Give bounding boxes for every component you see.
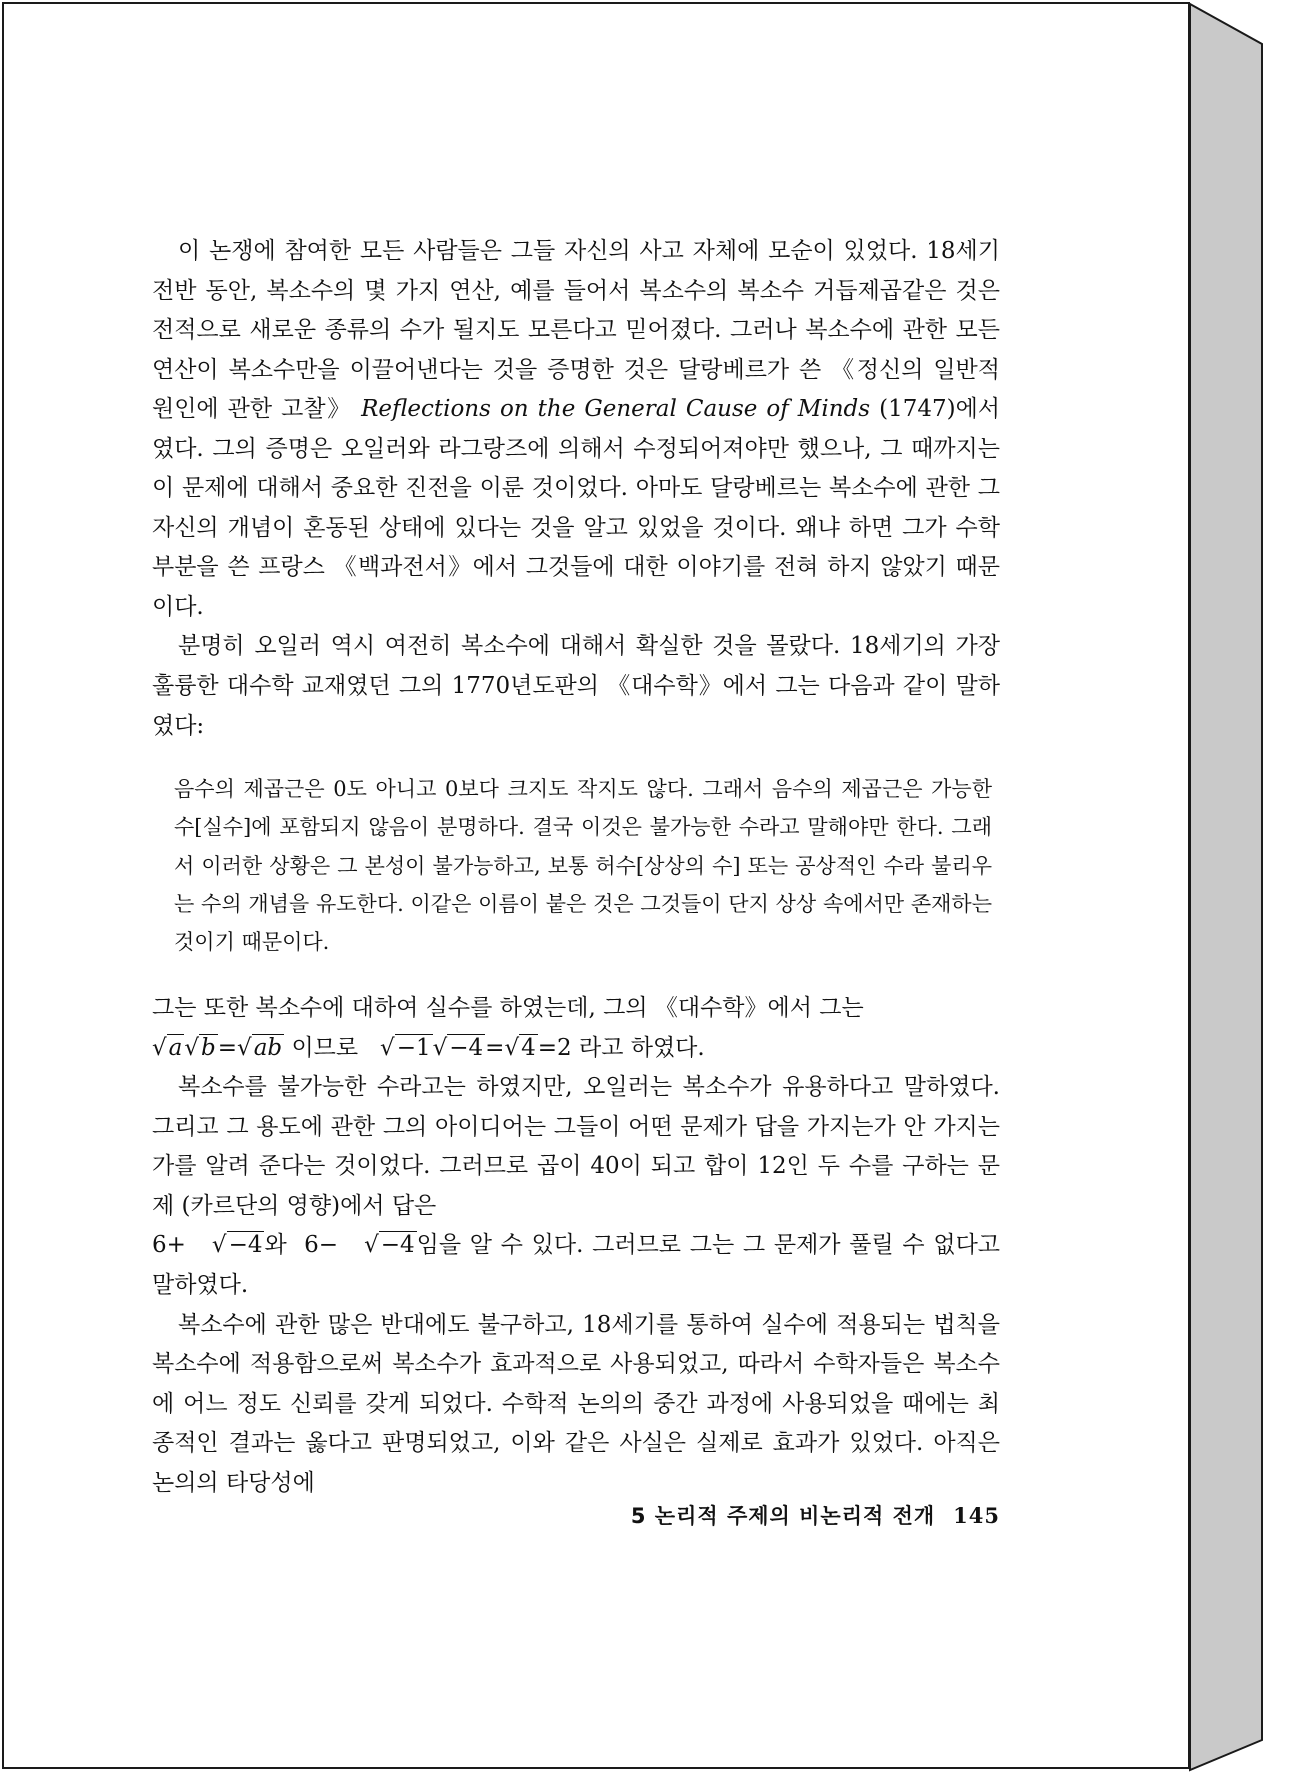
answer-1: 6+ √−4 xyxy=(152,1232,263,1259)
paragraph-1 xyxy=(152,232,1000,627)
sqrt-4: √4 xyxy=(504,1034,536,1061)
page-number: 145 xyxy=(953,1503,1000,1528)
sqrt-neg1: √−1 xyxy=(380,1034,431,1061)
formula-sqrt-product: √a√b=√ab xyxy=(152,1035,291,1061)
because-text: 이므로 xyxy=(291,1034,359,1061)
page-side-edge xyxy=(1190,4,1262,1770)
euler-quote: 음수의 제곱근은 0도 아니고 0보다 크지도 작지도 않다. 그래서 음수의 제곱근은 가능한 수[실수]에 포함되지 않음이 분명하다. 결국 이것은 불가능한 수라고 말해야만 한다. 그래서 이러한 상황은 그 본성이 불가능하고, 보통 허수[상상의 수] 또는 공상적인 수라 불리우는 수의 개념을 유도한다. 이같은 이름이 붙은 것은 그것들이 단지 상상 속에서만 존재하는 것이기 때문이다. xyxy=(174,777,992,954)
paragraph-4-text-a: 복소수를 불가능한 수라고는 하였지만, 오일러는 복소수가 유용하다고 말하였다. 그리고 그 용도에 관한 그의 아이디어는 그들이 어떤 문제가 답을 가지는가 안 가지는가를 알려 준다는 것이었다. 그러므로 곱이 40이 되고 합이 12인 두 수를 구하는 문제 (카르단의 영향)에서 답은 xyxy=(152,1074,1000,1219)
paragraph-3-text: 그는 또한 복소수에 대하여 실수를 하였는데, 그의 《대수학》에서 그는 xyxy=(152,995,864,1022)
page-body xyxy=(152,232,1000,1503)
english-title: Reflections on the General Cause of Minds xyxy=(361,396,871,423)
page-footer xyxy=(580,1500,1000,1530)
paragraph-4 xyxy=(152,1068,1000,1305)
chapter-title: 5 논리적 주제의 비논리적 전개 xyxy=(630,1504,936,1528)
formula-wrong-claim: √−1√−4=√4=2 xyxy=(380,1035,579,1061)
paragraph-5: 복소수에 관한 많은 반대에도 불구하고, 18세기를 통하여 실수에 적용되는 법칙을 복소수에 적용함으로써 복소수가 효과적으로 사용되었고, 따라서 수학자들은 복소수에 어느 정도 신뢰를 갖게 되었다. 수학적 논의의 중간 과정에 사용되었을 때에는 최종적인 결과는 옳다고 판명되었고, 이와 같은 사실은 실제로 효과가 있었다. 아직은 논의의 타당성에 xyxy=(152,1311,1000,1496)
said-text: 라고 하였다. xyxy=(578,1034,705,1061)
paragraph-3 xyxy=(152,989,1000,1068)
answer-2: 6− √−4 xyxy=(304,1232,415,1259)
sqrt-neg4: √−4 xyxy=(432,1034,484,1061)
paragraph-4-text-b: 임을 알 수 있다. 그러므로 그는 그 문제가 풀릴 수 없다고 말하였다. xyxy=(152,1232,1001,1299)
paragraph-2: 분명히 오일러 역시 여전히 복소수에 대해서 확실한 것을 몰랐다. 18세기의 가장 훌륭한 대수학 교재였던 그의 1770년도판의 《대수학》에서 그는 다음과 같이 말하였다: xyxy=(152,633,1000,739)
sqrt-ab: √ab xyxy=(237,1034,283,1061)
paragraph-1-text-a: 이 논쟁에 참여한 모든 사람들은 그들 자신의 사고 자체에 모순이 있었다. 18세기 전반 동안, 복소수의 몇 가지 연산, 예를 들어서 복소수의 복소수 거듭제곱같은 것은 전적으로 새로운 종류의 수가 될지도 모른다고 믿어졌다. 그러나 복소수에 관한 모든 연산이 복소수만을 이끌어낸다는 것을 증명한 것은 달랑베르가 쓴 《정신의 일반적 원인에 관한 고찰》 xyxy=(152,238,1000,423)
paragraph-1-text-b: (1747)에서였다. 그의 증명은 오일러와 라그랑즈에 의해서 수정되어져야만 했으나, 그 때까지는 이 문제에 대해서 중요한 진전을 이룬 것이었다. 아마도 달랑베르는 복소수에 관한 그 자신의 개념이 혼동된 상태에 있다는 것을 알고 있었을 것이다. 왜냐 하면 그가 수학 부분을 쓴 프랑스 《백과전서》에서 그것들에 대한 이야기를 전혀 하지 않았기 때문이다. xyxy=(152,396,1001,620)
sqrt-a: √a xyxy=(152,1034,183,1061)
and-text: 와 xyxy=(264,1232,287,1259)
sqrt-b: √b xyxy=(184,1034,216,1061)
